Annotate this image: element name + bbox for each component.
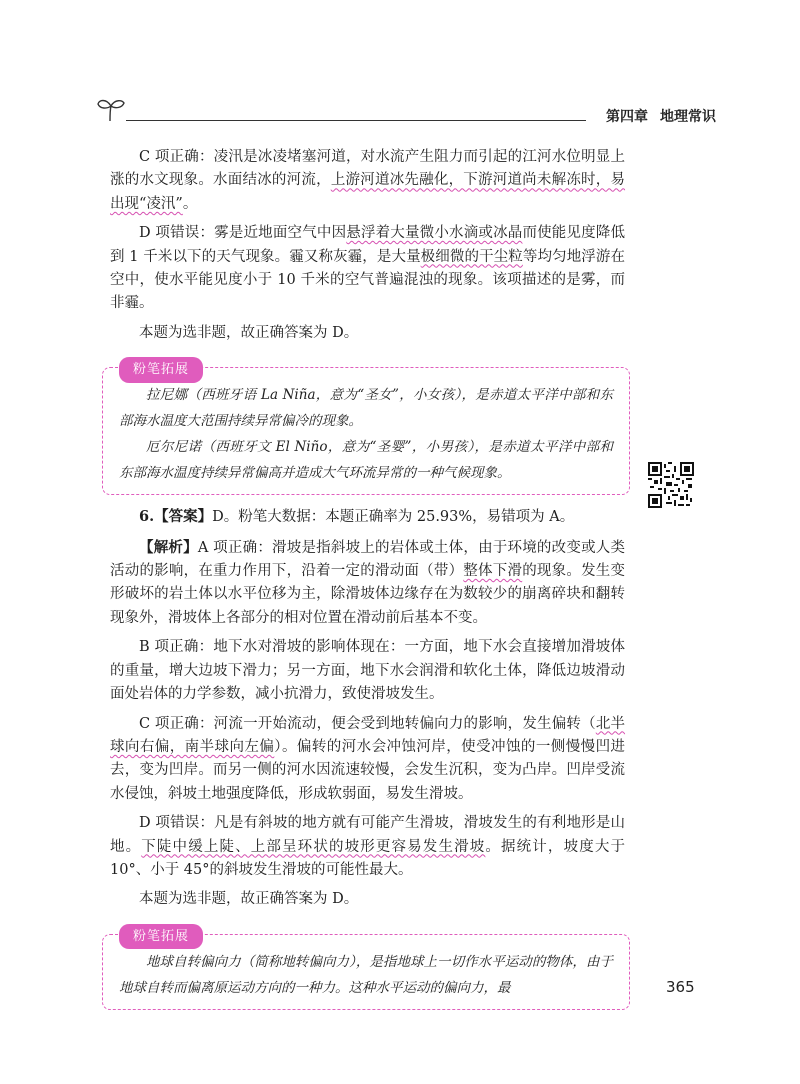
analysis-label: 【解析】: [139, 538, 198, 556]
extension-label: 粉笔拓展: [119, 924, 203, 949]
header-rule: [126, 120, 586, 121]
key-point: 极细微的干尘粒: [420, 248, 523, 265]
key-point: 下陡中缓上陡、上部呈环状的坡形更容易发生滑坡: [141, 838, 486, 855]
page-number: 365: [666, 978, 695, 996]
conclusion-paragraph: 本题为选非题，故正确答案为 D。: [139, 891, 359, 908]
extension-label: 粉笔拓展: [119, 357, 203, 382]
page-header: [96, 92, 716, 132]
extension-text: 拉尼娜（西班牙语 La Niña，意为“圣女”，小女孩），是赤道太平洋中部和东部海水温度大范围持续异常偏冷的现象。: [119, 387, 613, 430]
key-point: 整体下滑: [463, 563, 523, 580]
extension-box: [102, 362, 630, 495]
extension-text: 厄尔尼诺（西班牙文 El Niño，意为“圣婴”，小男孩），是赤道太平洋中部和东部海水温度持续异常偏高并造成大气环流异常的一种气候现象。: [119, 439, 613, 482]
analysis-c-paragraph: C 项正确：河流一开始流动，便会受到地转偏向力的影响，发生偏转（北半球向右偏，南半球向左偏）。偏转的河水会冲蚀河岸，使受冲蚀的一侧慢慢凹进去，变为凹岸。而另一侧的河水因流速较慢，会发生沉积，变为凸岸。凹岸受流水侵蚀，斜坡土地强度降低，形成软弱面，易发生滑坡。: [110, 715, 626, 802]
key-point: 上游河道冰先融化，下游河道尚未解冻时，易出现“凌汛”: [110, 172, 626, 212]
extension-text: 地球自转偏向力（简称地转偏向力），是指地球上一切作水平运动的物体，由于地球自转而偏离原运动方向的一种力。这种水平运动的偏向力，最: [119, 953, 613, 996]
option-c-paragraph: C 项正确：凌汛是冰凌堵塞河道，对水流产生阻力而引起的江河水位明显上涨的水文现象。水面结冰的河流，上游河道冰先融化，下游河道尚未解冻时，易出现“凌汛”。: [110, 149, 626, 212]
qr-code-icon[interactable]: [648, 462, 694, 508]
conclusion-paragraph: 本题为选非题，故正确答案为 D。: [139, 324, 359, 341]
answer-label: 6.【答案】: [139, 508, 213, 526]
analysis-b-paragraph: B 项正确：地下水对滑坡的影响体现在：一方面，地下水会直接增加滑坡体的重量，增大边坡下滑力；另一方面，地下水会润滑和软化土体，降低边坡滑动面处岩体的力学参数，减小抗滑力，致使滑坡发生。: [110, 639, 625, 703]
chapter-heading: [594, 106, 716, 126]
answer-line: 6.【答案】D。粉笔大数据：本题正确率为 25.93%，易错项为 A。: [139, 508, 575, 526]
extension-box: [102, 928, 630, 1010]
page-content: [110, 146, 625, 1020]
chapter-title: 地理常识: [660, 109, 716, 125]
analysis-a-paragraph: 【解析】A 项正确：滑坡是指斜坡上的岩体或土体，由于环境的改变或人类活动的影响，在重力作用下，沿着一定的滑动面（带）整体下滑的现象。发生变形破坏的岩土体以水平位移为主，除滑坡体边缘存在为数较少的崩离碎块和翻转现象外，滑坡体上各部分的相对位置在滑动前后基本不变。: [110, 538, 626, 626]
key-point: 北半球向右偏，南半球向左偏: [110, 715, 626, 755]
analysis-d-paragraph: D 项错误：凡是有斜坡的地方就有可能产生滑坡，滑坡发生的有利地形是山地。下陡中缓上陡、上部呈环状的坡形更容易发生滑坡。据统计，坡度大于 10°、小于 45°的斜坡发生滑坡的可能性最大。: [110, 815, 625, 878]
sprout-icon: [96, 96, 126, 122]
key-point: 悬浮着大量微小水滴或冰晶: [346, 225, 523, 242]
chapter-number: 第四章: [606, 109, 648, 125]
option-d-paragraph: D 项错误：雾是近地面空气中因悬浮着大量微小水滴或冰晶而使能见度降低到 1 千米以下的天气现象。霾又称灰霾，是大量极细微的干尘粒等均匀地浮游在空中，使水平能见度小于 10 千米的空气普遍混浊的现象。该项描述的是雾，而非霾。: [110, 225, 626, 312]
